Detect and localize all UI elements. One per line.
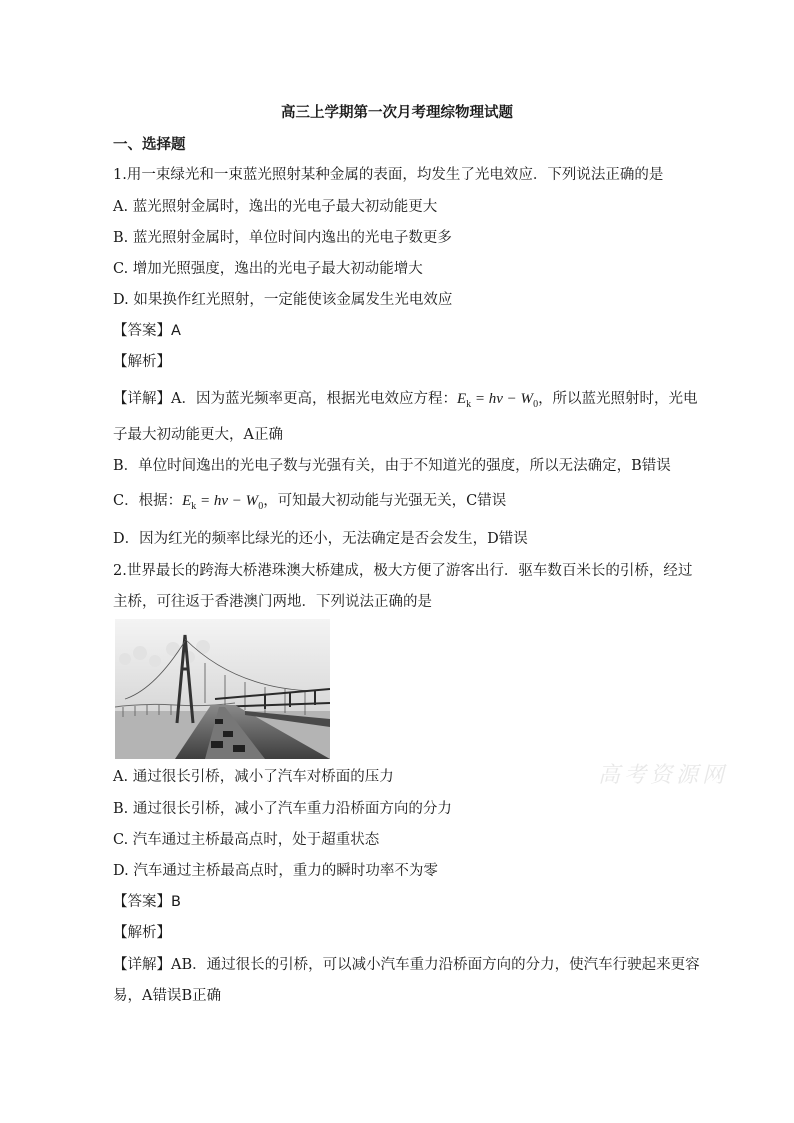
page-title: 高三上学期第一次月考理综物理试题: [281, 105, 513, 121]
question-2-option-a: A. 通过很长引桥，减小了汽车对桥面的压力: [113, 769, 394, 785]
question-2-answer: 【答案】B: [113, 894, 181, 910]
question-1-analysis-label: 【解析】: [113, 354, 171, 370]
question-2-analysis-label: 【解析】: [113, 925, 171, 941]
photoelectric-equation: $E_k = h\nu - W_0$: [456, 391, 539, 410]
question-1-detail-c: [113, 491, 734, 517]
watermark: 高考资源网: [598, 763, 729, 788]
question-2-detail-ab: 【详解】AB．通过很长的引桥，可以减小汽车重力沿桥面方向的分力，使汽车行驶起来更容: [113, 957, 700, 973]
section-heading: 一、选择题: [113, 137, 186, 153]
detail-c-text-post: ，可知最大初动能与光强无关，C错误: [263, 493, 507, 509]
question-2-option-d: D. 汽车通过主桥最高点时，重力的瞬时功率不为零: [113, 863, 438, 879]
question-2-stem-cont: 主桥，可往返于香港澳门两地．下列说法正确的是: [113, 594, 432, 610]
question-1-detail-d: D．因为红光的频率比绿光的还小，无法确定是否会发生，D错误: [113, 531, 528, 547]
detail-a-text-post: ，所以蓝光照射时，光电: [538, 391, 698, 407]
question-1-detail-a: [113, 389, 734, 415]
bridge-photo-illustration: [115, 619, 330, 759]
question-2-stem: 2.世界最长的跨海大桥港珠澳大桥建成，极大方便了游客出行．驱车数百米长的引桥，经过: [113, 563, 693, 579]
question-1-option-c: C. 增加光照强度，逸出的光电子最大初动能增大: [113, 261, 423, 277]
question-1-option-b: B. 蓝光照射金属时，单位时间内逸出的光电子数更多: [113, 230, 452, 246]
detail-a-text-pre: 【详解】A．因为蓝光频率更高，根据光电效应方程：: [113, 391, 457, 407]
question-1-detail-a-cont: 子最大初动能更大，A正确: [113, 427, 283, 443]
photoelectric-equation-2: $E_k = h\nu - W_0$: [182, 493, 264, 512]
question-1-answer: 【答案】A: [113, 323, 181, 339]
question-2-option-b: B. 通过很长引桥，减小了汽车重力沿桥面方向的分力: [113, 801, 452, 817]
question-2-detail-ab-cont: 易，A错误B正确: [113, 988, 222, 1004]
detail-c-text-pre: C．根据：: [113, 493, 183, 509]
question-2-option-c: C. 汽车通过主桥最高点时，处于超重状态: [113, 832, 380, 848]
bridge-photo: [115, 619, 330, 759]
question-1-detail-b: B．单位时间逸出的光电子数与光强有关，由于不知道光的强度，所以无法确定，B错误: [113, 458, 671, 474]
question-1-stem: 1.用一束绿光和一束蓝光照射某种金属的表面，均发生了光电效应．下列说法正确的是: [113, 167, 664, 183]
question-1-option-a: A. 蓝光照射金属时，逸出的光电子最大初动能更大: [113, 199, 438, 215]
question-1-option-d: D. 如果换作红光照射，一定能使该金属发生光电效应: [113, 292, 453, 308]
